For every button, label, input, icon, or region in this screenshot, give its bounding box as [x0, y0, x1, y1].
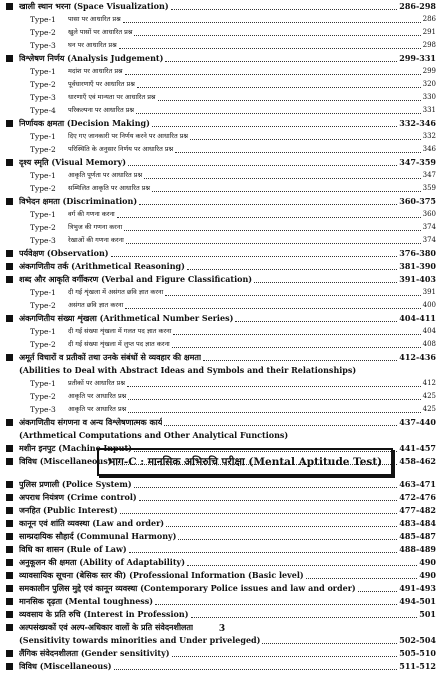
dot-leader — [144, 178, 421, 179]
subentry-page: 391 — [422, 288, 436, 296]
contents-entry[interactable] — [0, 247, 444, 260]
entry-title: विधि का शासन (Rule of Law) — [19, 544, 127, 554]
entry-pages: 477-482 — [399, 505, 436, 515]
entry-pages: 412-436 — [399, 352, 436, 362]
entry-pages: 458-462 — [399, 456, 436, 466]
entry-title-continued: (Arthmetical Computations and Other Analytical Functions) — [19, 430, 289, 440]
square-bullet-icon — [6, 481, 13, 488]
square-bullet-icon — [6, 598, 13, 605]
entry-pages: 463-471 — [399, 479, 436, 489]
square-bullet-icon — [6, 663, 13, 670]
subentry-type-label: Type-2 — [30, 340, 56, 349]
dot-leader — [306, 578, 418, 579]
entry-title: विविध (Miscellaneous) — [19, 456, 112, 466]
entry-title: विविध (Miscellaneous) — [19, 661, 112, 671]
subentry-page: 330 — [422, 93, 436, 101]
contents-entry[interactable] — [0, 608, 444, 621]
square-bullet-icon — [6, 572, 13, 579]
contents-entry[interactable] — [0, 504, 444, 517]
entry-pages: 472-476 — [399, 492, 436, 502]
subentry-text: सम्मिलित आकृति पर आधारित प्रश्न — [68, 184, 151, 192]
dot-leader — [166, 526, 397, 527]
subentry-page: 331 — [422, 106, 436, 114]
subentry-page: 374 — [422, 236, 436, 244]
square-bullet-icon — [6, 650, 13, 657]
entry-pages: 381-390 — [399, 261, 436, 271]
dot-leader — [128, 412, 420, 413]
entry-title-continued: (Abilities to Deal with Abstract Ideas and Symbols and their Relationships) — [19, 365, 357, 375]
subentry-type-label: Type-1 — [30, 327, 56, 336]
entry-pages: 299-331 — [399, 53, 436, 63]
contents-subentry[interactable] — [0, 208, 444, 221]
subentry-type-label: Type-1 — [30, 288, 56, 297]
subentry-text: परिकल्पना पर आधारित प्रश्न — [68, 106, 135, 114]
contents-entry[interactable] — [0, 52, 444, 65]
dot-leader — [134, 487, 398, 488]
subentry-text: आकृति पर आधारित प्रश्न — [68, 392, 127, 400]
dot-leader — [127, 386, 421, 387]
subentry-text: परिस्थिति के अनुसार निर्णय पर आधारित प्रश्न — [68, 145, 174, 153]
page-number: 3 — [218, 624, 226, 634]
dot-leader — [173, 334, 420, 335]
dot-leader — [155, 604, 397, 605]
entry-title: व्यवसाय के प्रति रुचि (Interest in Profession) — [19, 609, 189, 619]
subentry-type-label: Type-2 — [30, 145, 56, 154]
square-bullet-icon — [6, 198, 13, 205]
entry-pages: 391-403 — [399, 274, 436, 284]
dot-leader — [358, 591, 398, 592]
contents-entry[interactable] — [0, 582, 444, 595]
entry-pages: 441-457 — [399, 443, 436, 453]
entry-pages: 347-359 — [399, 157, 436, 167]
contents-subentry[interactable] — [0, 26, 444, 39]
dot-leader — [203, 360, 397, 361]
entry-title: पर्यवेक्षण (Observation) — [19, 248, 109, 258]
square-bullet-icon — [6, 611, 13, 618]
contents-entry[interactable] — [0, 660, 444, 673]
dot-leader — [190, 139, 421, 140]
entry-pages: 404-411 — [399, 313, 436, 323]
dot-leader — [139, 500, 398, 501]
subentry-type-label: Type-1 — [30, 132, 56, 141]
contents-entry[interactable] — [0, 0, 444, 13]
subentry-type-label: Type-1 — [30, 379, 56, 388]
subentry-page: 347 — [422, 171, 436, 179]
subentry-page: 408 — [422, 340, 436, 348]
entry-pages: 488-489 — [399, 544, 436, 554]
subentry-text: पासा पर आधारित प्रश्न — [68, 15, 121, 23]
subentry-text: धारणाएँ एवं मान्यता पर आधारित प्रश्न — [68, 93, 156, 101]
entry-title: अपराध नियंत्रण (Crime control) — [19, 492, 137, 502]
dot-leader — [114, 669, 398, 670]
subentry-type-label: Type-2 — [30, 392, 56, 401]
contents-entry[interactable] — [0, 647, 444, 660]
subentry-type-label: Type-3 — [30, 236, 56, 245]
subentry-page: 346 — [422, 145, 436, 153]
entry-pages: 332-346 — [399, 118, 436, 128]
dot-leader — [111, 256, 398, 257]
square-bullet-icon — [6, 458, 13, 465]
entry-title: अल्पसंख्यकों एवं अल्प-अधिकार वालों के प्रति संवेदनशीलता — [19, 622, 194, 632]
dot-leader — [172, 656, 398, 657]
dot-leader — [117, 217, 421, 218]
contents-subentry[interactable] — [0, 65, 444, 78]
entry-pages: 485-487 — [399, 531, 436, 541]
contents-subentry[interactable] — [0, 286, 444, 299]
subentry-page: 298 — [422, 41, 436, 49]
square-bullet-icon — [6, 263, 13, 270]
contents-list-part-c — [0, 478, 444, 673]
dot-leader — [152, 191, 421, 192]
contents-subentry[interactable] — [0, 299, 444, 312]
contents-subentry[interactable] — [0, 143, 444, 156]
subentry-type-label: Type-2 — [30, 28, 56, 37]
dot-leader — [187, 565, 417, 566]
dot-leader — [119, 48, 421, 49]
subentry-type-label: Type-3 — [30, 405, 56, 414]
entry-pages: 511-512 — [399, 661, 436, 671]
subentry-text: दिए गए जानकारी पर निर्णय करने पर आधारित प्रश्न — [68, 132, 189, 140]
contents-subentry[interactable] — [0, 182, 444, 195]
dot-leader — [178, 539, 397, 540]
square-bullet-icon — [6, 315, 13, 322]
dot-leader — [172, 347, 421, 348]
square-bullet-icon — [6, 494, 13, 501]
subentry-type-label: Type-1 — [30, 15, 56, 24]
entry-title: व्यावसायिक सूचना (बेसिक स्तर की) (Professional Information (Basic level) — [19, 570, 304, 580]
contents-entry[interactable] — [0, 117, 444, 130]
dot-leader — [164, 425, 397, 426]
square-bullet-icon — [6, 354, 13, 361]
entry-title: अनुकूलन की क्षमता (Ability of Adaptability) — [19, 557, 185, 567]
contents-entry[interactable] — [0, 260, 444, 273]
contents-entry[interactable] — [0, 530, 444, 543]
contents-subentry[interactable] — [0, 403, 444, 416]
contents-entry[interactable] — [0, 634, 444, 647]
square-bullet-icon — [6, 546, 13, 553]
square-bullet-icon — [6, 559, 13, 566]
entry-title: दृश्य स्मृति (Visual Memory) — [19, 157, 126, 167]
contents-subentry[interactable] — [0, 390, 444, 403]
entry-pages: 286-298 — [399, 1, 436, 11]
dot-leader — [262, 643, 397, 644]
contents-entry[interactable] — [0, 273, 444, 286]
contents-subentry[interactable] — [0, 325, 444, 338]
contents-subentry[interactable] — [0, 78, 444, 91]
entry-title: अंकगणितीय संगणना व अन्य विश्लेषणात्मक कार्य — [19, 417, 163, 427]
square-bullet-icon — [6, 120, 13, 127]
entry-title: खाली स्थान भरना (Space Visualization) — [19, 1, 169, 11]
subentry-type-label: Type-3 — [30, 41, 56, 50]
contents-entry[interactable] — [0, 416, 444, 429]
entry-title-continued: (Sensitivity towards minorities and Under priveleged) — [19, 635, 261, 645]
dot-leader — [175, 152, 420, 153]
subentry-type-label: Type-4 — [30, 106, 56, 115]
dot-leader — [254, 282, 397, 283]
square-bullet-icon — [6, 3, 13, 10]
subentry-text: खुले पासों पर आधारित प्रश्न — [68, 28, 133, 36]
entry-pages: 490 — [419, 557, 436, 567]
square-bullet-icon — [6, 507, 13, 514]
entry-title: विभेदन क्षमता (Discrimination) — [19, 196, 138, 206]
dot-leader — [158, 100, 421, 101]
subentry-text: घन पर आधारित प्रश्न — [68, 41, 117, 49]
contents-entry[interactable] — [0, 195, 444, 208]
subentry-type-label: Type-1 — [30, 171, 56, 180]
contents-subentry[interactable] — [0, 130, 444, 143]
contents-entry[interactable] — [0, 478, 444, 491]
subentry-page: 425 — [422, 405, 436, 413]
contents-entry[interactable] — [0, 543, 444, 556]
dot-leader — [125, 308, 420, 309]
dot-leader — [171, 9, 398, 10]
entry-title: लैंगिक संवेदनशीलता (Gender sensitivity) — [19, 648, 170, 658]
entry-pages: 491-493 — [399, 583, 436, 593]
contents-subentry[interactable] — [0, 338, 444, 351]
subentry-type-label: Type-1 — [30, 210, 56, 219]
entry-title: अमूर्त विचारों व प्रतीकों तथा उनके संबंधों से व्यवहार की क्षमता — [19, 352, 202, 362]
contents-entry[interactable] — [0, 491, 444, 504]
dot-leader — [125, 74, 421, 75]
square-bullet-icon — [6, 419, 13, 426]
subentry-text: दी गई संख्या शृंखला में गलत पद ज्ञात करना — [68, 327, 172, 335]
subentry-text: त्रिभुज की गणना करना — [68, 223, 123, 231]
entry-title: मानसिक दृढ़ता (Mental toughness) — [19, 596, 154, 606]
entry-pages: 437-440 — [399, 417, 436, 427]
square-bullet-icon — [6, 159, 13, 166]
contents-entry[interactable] — [0, 595, 444, 608]
contents-subentry[interactable] — [0, 169, 444, 182]
entry-title: अंकगणितीय तर्क (Arithmetical Reasoning) — [19, 261, 185, 271]
subentry-page: 332 — [422, 132, 436, 140]
contents-subentry[interactable] — [0, 221, 444, 234]
contents-subentry[interactable] — [0, 377, 444, 390]
entry-title: साम्प्रदायिक सौहार्द (Communal Harmony) — [19, 531, 177, 541]
subentry-type-label: Type-2 — [30, 80, 56, 89]
dot-leader — [134, 35, 420, 36]
contents-entry[interactable] — [0, 312, 444, 325]
entry-pages: 490 — [419, 570, 436, 580]
subentry-page: 425 — [422, 392, 436, 400]
subentry-text: मदांश पर आधारित प्रश्न — [68, 67, 123, 75]
entry-title: जनहित (Public Interest) — [19, 505, 118, 515]
subentry-type-label: Type-2 — [30, 301, 56, 310]
subentry-text: आकृति पर आधारित प्रश्न — [68, 405, 127, 413]
entry-title: मशीन इनपुट (Machine Input) — [19, 443, 132, 453]
entry-title: शब्द और आकृति वर्गीकरण (Verbal and Figure Classification) — [19, 274, 253, 284]
subentry-page: 320 — [422, 80, 436, 88]
dot-leader — [126, 243, 421, 244]
square-bullet-icon — [6, 250, 13, 257]
subentry-page: 360 — [422, 210, 436, 218]
contents-subentry[interactable] — [0, 39, 444, 52]
entry-pages: 502-504 — [399, 635, 436, 645]
entry-title: विश्लेषण निर्णय (Analysis Judgement) — [19, 53, 164, 63]
subentry-type-label: Type-1 — [30, 67, 56, 76]
dot-leader — [139, 204, 397, 205]
dot-leader — [128, 399, 420, 400]
contents-entry[interactable] — [0, 156, 444, 169]
subentry-page: 291 — [422, 28, 436, 36]
square-bullet-icon — [6, 55, 13, 62]
subentry-page: 404 — [422, 327, 436, 335]
dot-leader — [136, 113, 421, 114]
entry-title: पुलिस प्रणाली (Police System) — [19, 479, 132, 489]
subentry-type-label: Type-2 — [30, 223, 56, 232]
subentry-page: 400 — [422, 301, 436, 309]
square-bullet-icon — [6, 276, 13, 283]
dot-leader — [187, 269, 397, 270]
dot-leader — [123, 22, 421, 23]
subentry-type-label: Type-2 — [30, 184, 56, 193]
dot-leader — [128, 165, 397, 166]
subentry-text: आकृति पूर्णता पर आधारित प्रश्न — [68, 171, 143, 179]
dot-leader — [191, 617, 418, 618]
contents-subentry[interactable] — [0, 13, 444, 26]
subentry-text: प्रतीकों पर आधारित प्रश्न — [68, 379, 125, 387]
subentry-page: 374 — [422, 223, 436, 231]
dot-leader — [165, 61, 397, 62]
contents-entry[interactable] — [0, 517, 444, 530]
dot-leader — [235, 321, 397, 322]
contents-subentry[interactable] — [0, 104, 444, 117]
entry-pages: 501 — [419, 609, 436, 619]
section-heading-mental-aptitude: भाग-C : मानसिक अभिरुचि परीक्षा (Mental Aptitude Test) — [97, 448, 393, 476]
contents-entry[interactable] — [0, 569, 444, 582]
entry-title: कानून एवं शांति व्यवस्था (Law and order) — [19, 518, 165, 528]
subentry-page: 286 — [422, 15, 436, 23]
entry-title: अंकगणितीय संख्या शृंखला (Arithmetical Number Series) — [19, 313, 234, 323]
square-bullet-icon — [6, 445, 13, 452]
contents-entry[interactable] — [0, 351, 444, 364]
entry-title: निर्णायक क्षमता (Decision Making) — [19, 118, 150, 128]
contents-subentry[interactable] — [0, 91, 444, 104]
square-bullet-icon — [6, 585, 13, 592]
subentry-text: पूर्वधारणाएँ पर आधारित प्रश्न — [68, 80, 135, 88]
dot-leader — [152, 126, 397, 127]
subentry-text: रेखाओं की गणना करना — [68, 236, 124, 244]
entry-pages: 483-484 — [399, 518, 436, 528]
entry-title: समकालीन पुलिस मुद्दे एवं कानून व्यवस्था (Contemporary Police issues and law and order) — [19, 583, 356, 593]
subentry-text: दी गई संख्या शृंखला में लुप्त पद ज्ञात करना — [68, 340, 170, 348]
dot-leader — [124, 230, 420, 231]
subentry-type-label: Type-3 — [30, 93, 56, 102]
dot-leader — [137, 87, 421, 88]
square-bullet-icon — [6, 520, 13, 527]
contents-entry[interactable] — [0, 556, 444, 569]
subentry-page: 359 — [422, 184, 436, 192]
dot-leader — [129, 552, 398, 553]
entry-pages: 494-501 — [399, 596, 436, 606]
subentry-text: असंगत छवि ज्ञात करना — [68, 301, 124, 309]
contents-subentry[interactable] — [0, 234, 444, 247]
dot-leader — [120, 513, 398, 514]
entry-pages: 505-510 — [399, 648, 436, 658]
entry-pages: 360-375 — [399, 196, 436, 206]
subentry-text: दी गई शृंखला में असंगत छवि ज्ञात करना — [68, 288, 164, 296]
subentry-page: 412 — [422, 379, 436, 387]
square-bullet-icon — [6, 533, 13, 540]
subentry-page: 299 — [422, 67, 436, 75]
dot-leader — [165, 295, 420, 296]
entry-pages: 376-380 — [399, 248, 436, 258]
subentry-text: वर्ग की गणना करना — [68, 210, 115, 218]
